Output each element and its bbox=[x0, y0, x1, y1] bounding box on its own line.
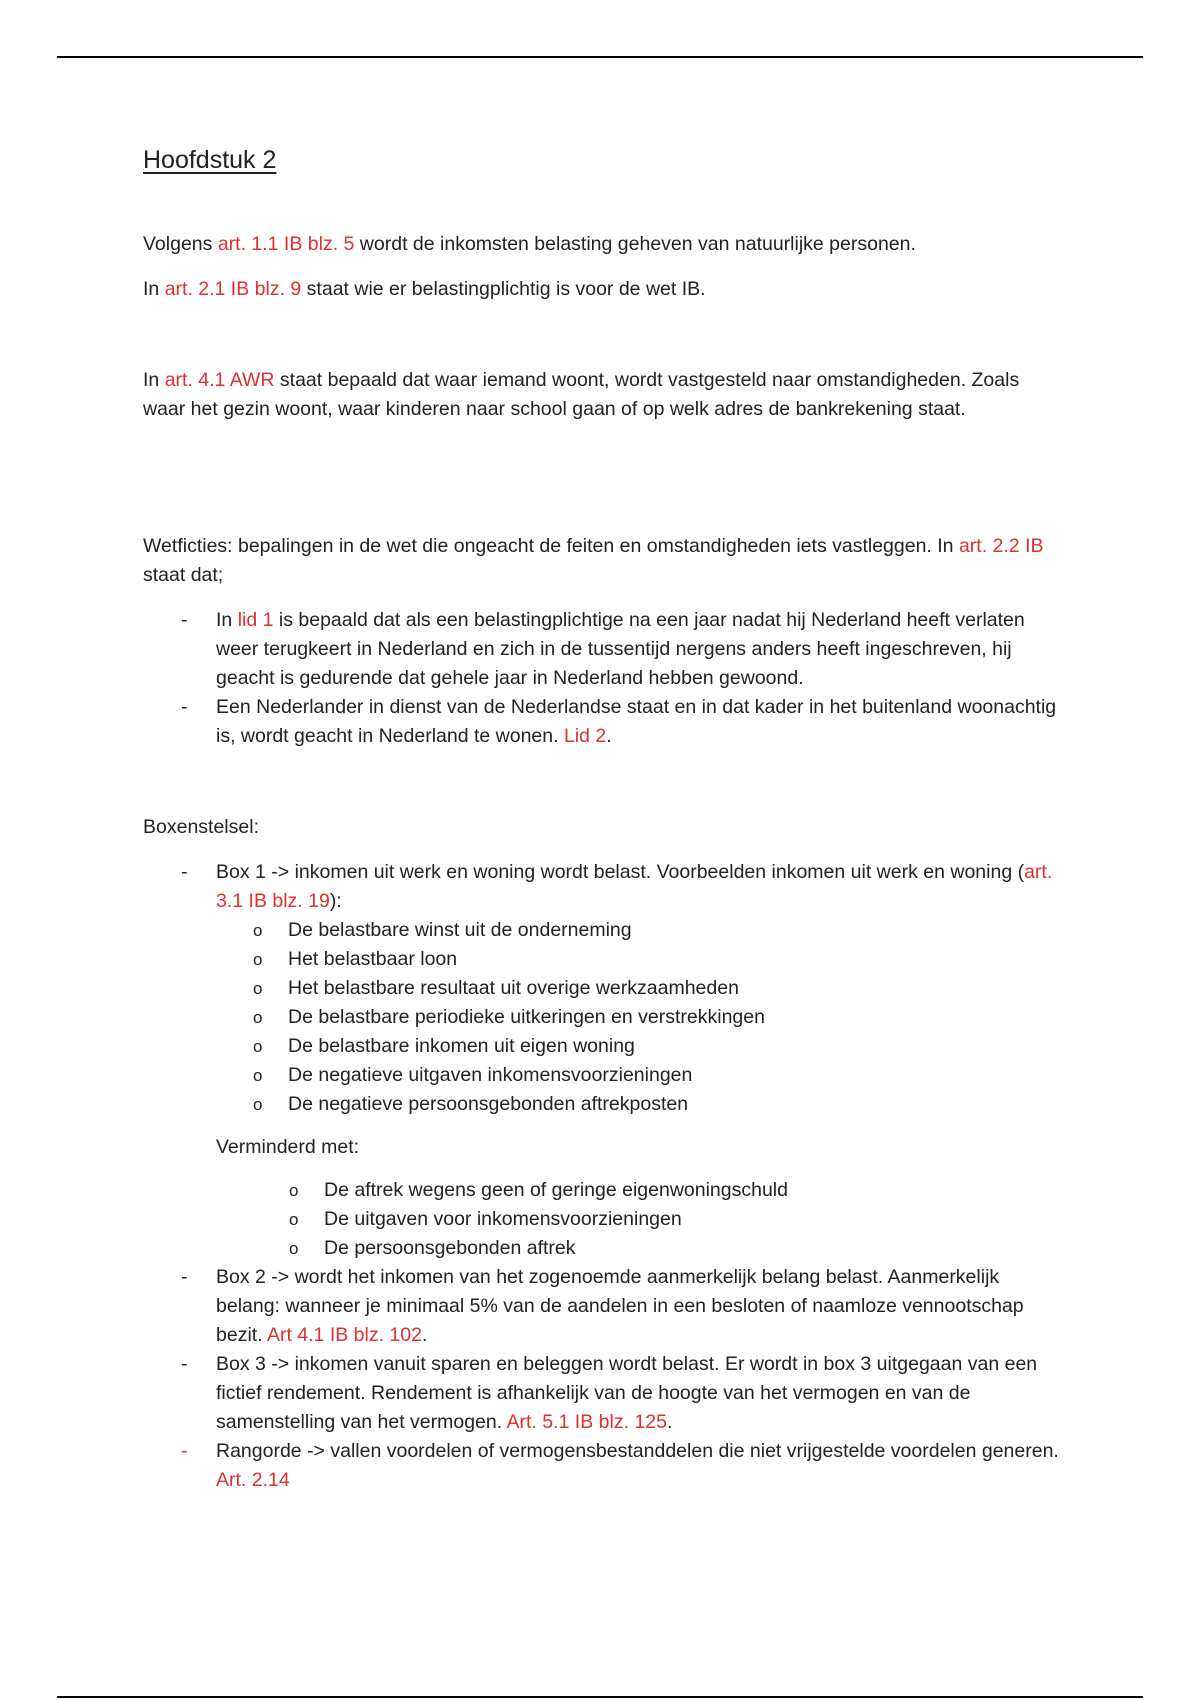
list-item-rangorde: - Rangorde -> vallen voordelen of vermogensbestanddelen die niet vrijgestelde voordelen generen. Art. 2.14 bbox=[143, 1437, 1063, 1495]
list-item-box-3: - Box 3 -> inkomen vanuit sparen en beleggen wordt belast. Er wordt in box 3 uitgegaan van een fictief rendement. Rendement is afhankelijk van de hoogte van het vermogen en van de samenstelling van het vermogen. Art. 5.1 IB blz. 125. bbox=[143, 1350, 1063, 1437]
sublist-item: o De uitgaven voor inkomensvoorzieningen bbox=[143, 1205, 1063, 1234]
list-item-box-1: - Box 1 -> inkomen uit werk en woning wordt belast. Voorbeelden inkomen uit werk en woning (art. 3.1 IB blz. 19): o De belastbare winst uit de onderneming o Het belastbaar loon o Het belastbare resultaat uit overige werkzaamheden o De belastbare periodieke uitkeringen en verstrekkingen o De belastbare inkomen uit eigen woning o De negatieve uitgaven inkomensvoorzieningen o De negatieve persoonsgebonden aftrekposten Verminderd met: o De aftrek wegens geen of geringe eigenwoningschuld o De uitgaven voor inkomensvoorzieningen o De persoonsgebonden aftrek bbox=[143, 858, 1063, 1263]
paragraph-art-1-1: Volgens art. 1.1 IB blz. 5 wordt de inkomsten belasting geheven van natuurlijke personen. bbox=[143, 233, 916, 255]
page-title: Hoofdstuk 2 bbox=[143, 146, 277, 174]
sublist-item: o Het belastbaar loon bbox=[143, 945, 1063, 974]
sublist-item: o De belastbare inkomen uit eigen woning bbox=[143, 1032, 1063, 1061]
reference-link: art. 4.1 AWR bbox=[164, 369, 275, 391]
header-rule bbox=[57, 56, 1143, 58]
reference-link: Lid 2 bbox=[563, 725, 607, 747]
verminderd-sublist bbox=[216, 1176, 1063, 1263]
box1-sublist bbox=[216, 916, 1063, 1119]
reference-link: art. 2.1 IB blz. 9 bbox=[164, 278, 302, 300]
wetficties-list bbox=[143, 606, 1063, 751]
reference-link: art. 3.1 IB blz. 19 bbox=[216, 861, 1053, 912]
list-item: - In lid 1 is bepaald dat als een belastingplichtige na een jaar nadat hij Nederland heeft verlaten weer terugkeert in Nederland en zich in de tussentijd nergens anders heeft ingeschreven, hij geacht is gedurende dat gehele jaar in Nederland hebben gewoond. bbox=[143, 606, 1063, 693]
reference-link: Art 4.1 IB blz. 102 bbox=[266, 1324, 422, 1346]
reference-link: lid 1 bbox=[237, 609, 274, 631]
paragraph-art-4-1-awr: In art. 4.1 AWR staat bepaald dat waar iemand woont, wordt vastgesteld naar omstandigheden. Zoals waar het gezin woont, waar kinderen naar school gaan of op welk adres de bankrekening staat. bbox=[143, 369, 1020, 420]
verminderd-label: Verminderd met: bbox=[216, 1136, 360, 1158]
reference-link: Art. 2.14 bbox=[216, 1469, 290, 1491]
document-body bbox=[143, 142, 1063, 1495]
paragraph-art-2-1: In art. 2.1 IB blz. 9 staat wie er belastingplichtig is voor de wet IB. bbox=[143, 278, 706, 300]
boxenstelsel-heading: Boxenstelsel: bbox=[143, 816, 259, 838]
list-item-box-2: - Box 2 -> wordt het inkomen van het zogenoemde aanmerkelijk belang belast. Aanmerkelijk belang: wanneer je minimaal 5% van de aandelen in een besloten of naamloze vennootschap bezit. Art 4.1 IB blz. 102. bbox=[143, 1263, 1063, 1350]
boxen-list bbox=[143, 858, 1063, 1495]
paragraph-wetficties: Wetficties: bepalingen in de wet die ongeacht de feiten en omstandigheden iets vastleggen. In art. 2.2 IB staat dat; bbox=[143, 535, 1044, 586]
reference-link: art. 2.2 IB bbox=[958, 535, 1044, 557]
sublist-item: o De aftrek wegens geen of geringe eigenwoningschuld bbox=[143, 1176, 1063, 1205]
sublist-item: o Het belastbare resultaat uit overige werkzaamheden bbox=[143, 974, 1063, 1003]
sublist-item: o De belastbare periodieke uitkeringen en verstrekkingen bbox=[143, 1003, 1063, 1032]
sublist-item: o De negatieve uitgaven inkomensvoorzieningen bbox=[143, 1061, 1063, 1090]
reference-link: art. 1.1 IB blz. 5 bbox=[217, 233, 355, 255]
sublist-item: o De persoonsgebonden aftrek bbox=[143, 1234, 1063, 1263]
reference-link: Art. 5.1 IB blz. 125 bbox=[506, 1411, 667, 1433]
list-item: - Een Nederlander in dienst van de Nederlandse staat en in dat kader in het buitenland woonachtig is, wordt geacht in Nederland te wonen. Lid 2. bbox=[143, 693, 1063, 751]
sublist-item: o De negatieve persoonsgebonden aftrekposten bbox=[143, 1090, 1063, 1119]
sublist-item: o De belastbare winst uit de onderneming bbox=[143, 916, 1063, 945]
footer-rule bbox=[57, 1696, 1143, 1698]
